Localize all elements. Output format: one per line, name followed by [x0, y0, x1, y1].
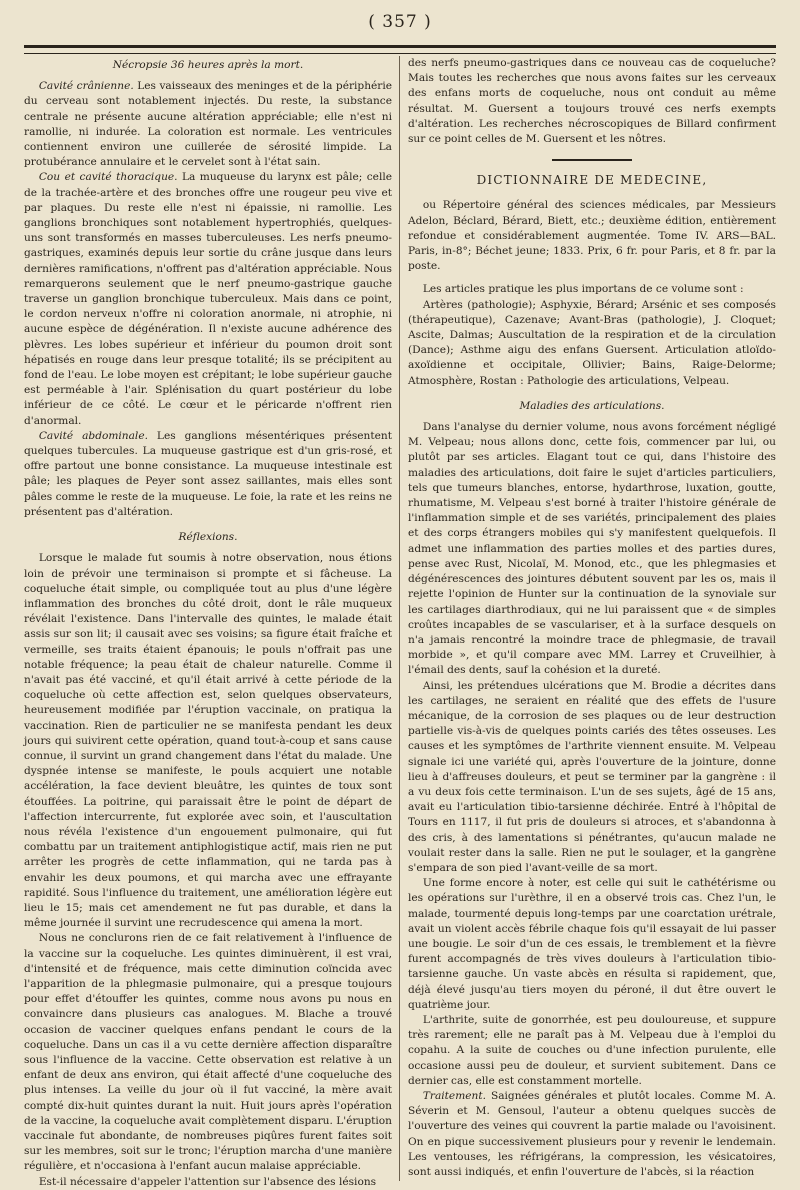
- spacer: [408, 274, 776, 282]
- traitement-paragraph: [408, 1089, 776, 1180]
- maladies-paragraph-2: Ainsi, les prétendues ulcérations que M. Brodie a décrites dans les cartilages, ne seraient en réalité que des effets de l'usure mécanique, de la corrosion de ses plaques ou de leur destruction partielle vis-à-vis de quelques points cariés des têtes osseuses. Les causes et les symptômes de l'arthrite viennent ensuite. M. Velpeau signale ici une variété qui, après l'ouverture de la jointure, donne lieu à d'affreuses douleurs, et peut se terminer par la gangrène : il a vu deux fois cette terminaison. L'un de ses sujets, âgé de 15 ans, avait eu l'articulation tibio-tarsienne déchirée. Entré à l'hôpital de Tours en 1117, il fut pris de douleurs si atroces, et s'abandonna à des cris, à des lamentations si pénétrantes, qu'aucun malade ne voulait rester dans la salle. Rien ne put le soulager, et la gangrène s'empara de son pied l'avant-veille de sa mort.: [408, 679, 776, 874]
- cou-thoracique-label: Cou et cavité thoracique.: [38, 171, 178, 184]
- traitement-label: Traitement.: [422, 1090, 486, 1102]
- maladies-paragraph-1: Dans l'analyse du dernier volume, nous avons forcément négligé M. Velpeau; nous allons donc, cette fois, commencer par lui, ou plutôt par ses articles. Elagant tout ce qui, dans l'histoire des maladies des articulations, doit faire le sujet d'articles particuliers, tels que tumeurs blanches, entorse, hydarthrose, luxation, goutte, rhumatisme, M. Velpeau s'est borné à traiter l'histoire générale de l'inflammation simple et de ses variétés, principalement des plaies et des corps étrangers mobiles qui s'y manifestent quelquefois. Il admet une inflammation des parties molles et des parties dures, pense avec Rust, Nicolaï, M. Monod, etc., que les phlegmasies et dégénérescences des jointures débutent souvent par les os, mais il rejette l'opinion de Hunter sur la continuation de la synoviale sur les cartilages diarthrodiaux, qui ne lui paraissent que « de simples croûtes incapables de se vasculariser, et à la surface desquels on n'a jamais rencontré la moindre trace de phlegmasie, de travail morbide », et qu'il compare avec MM. Larrey et Cruveilhier, à l'émail des dents, sauf la cohésion et la dureté.: [408, 421, 776, 677]
- maladies-heading: Maladies des articulations.: [519, 399, 665, 412]
- reflexions-paragraph-1: Lorsque le malade fut soumis à notre observation, nous étions loin de prévoir une terminaison si prompte et si fâcheuse. La coqueluche était simple, ou compliquée tout au plus d'une légère inflammation des bronches du côté droit, dont le râle muqueux révélait l'existence. Dans l'intervalle des quintes, le malade était assis sur son lit; il causait avec ses voisins; sa figure était fraîche et vermeille, ses traits étaient épanouis; le pouls n'offrait pas une notable fréquence; la peau était de chaleur naturelle. Comme il n'avait pas été vacciné, et qu'il était arrivé à cette période de la coqueluche où cette affection est, selon quelques observateurs, heureusement modifiée par l'éruption vaccinale, on pratiqua la vaccination. Rien de particulier ne se manifesta pendant les deux jours qui suivirent cette opération, quand tout-à-coup et sans cause connue, il survint un grand changement dans l'état du malade. Une dyspnée intense se manifeste, le pouls acquiert une notable accélération, la face devient bleuâtre, les quintes de toux sont étouffées. La poitrine, qui paraissait être le point de départ de l'affection intercurrente, fut explorée avec soin, et l'auscultation nous révéla l'existence d'un engouement pulmonaire, qui fut combattu par un traitement antiphlogistique actif, mais rien ne put arrêter les progrès de cette inflammation, qui ne tarda pas à envahir les deux poumons, et qui marcha avec une effrayante rapidité. Sous l'influence du traitement, une amélioration légère eut lieu le 15; mais cet amendement ne fut pas durable, et dans la même journée il survint une recrudescence qui amena la mort.: [24, 552, 392, 930]
- maladies-paragraph-3: Une forme encore à noter, est celle qui suit le cathétérisme ou les opérations sur l'urèthre, il en a observé trois cas. Chez l'un, le malade, tourmenté depuis long-temps par une coarctation urétrale, avait un violent accès fébrile chaque fois qu'il essayait de lui passer une bougie. Le soir d'un de ces essais, le tremblement et la fièvre furent accompagnés de très vives douleurs à l'articulation tibio-tarsienne gauche. Un vaste abcès en résulta si rapidement, que, déjà élevé jusqu'au tiers moyen du péroné, il dut être ouvert le quatrième jour.: [408, 877, 776, 1011]
- articles-list: Artères (pathologie); Asphyxie, Bérard; Arsénic et ses composés (thérapeutique), Cazenave; Avant-Bras (pathologie), J. Cloquet; Ascite, Dalmas; Auscultation de la respiration et de la circulation (Dance); Asthme aigu des enfans Guersent. Articulation atloïdo-axoïdienne et occipitale, Ollivier; Bains, Raige-Delorme; Atmosphère, Rostan : Pathologie des articulations, Velpeau.: [408, 298, 776, 387]
- cavite-cranienne-paragraph: [24, 79, 392, 170]
- cavite-cranienne-text: Les vaisseaux des meninges et de la périphérie du cerveau sont notablement injectés. Du reste, la substance centrale ne présente aucune altération appréciable; elle n'est ni ramollie, ni indurée. La coloration est normale. Les ventricules contiennent environ une cuillerée de sérosité limpide. La protubérance annulaire et le cervelet sont à l'état sain.: [24, 80, 393, 169]
- top-double-rule: [24, 45, 776, 54]
- left-column: [24, 56, 393, 1188]
- cavite-cranienne-label: Cavité crânienne.: [38, 80, 134, 93]
- dictionnaire-title: DICTIONNAIRE DE MEDECINE,: [476, 173, 708, 188]
- right-column: [408, 56, 776, 1181]
- column-divider: [399, 56, 400, 1181]
- page-number: ( 357 ): [368, 12, 432, 32]
- reflexions-paragraph-2: Nous ne conclurons rien de ce fait relativement à l'influence de la vaccine sur la coqueluche. Les quintes diminuèrent, il est vrai, d'intensité et de fréquence, mais cette diminution coïncida avec l'apparition de la phlegmasie pulmonaire, qui a presque toujours pour effet d'étouffer les quintes, comme nous avons pu nous en convaincre dans plusieurs cas analogues. M. Blache a trouvé occasion de vacciner quelques enfans pendant le cours de la coqueluche. Dans un cas il a vu cette dernière affection disparaître sous l'influence de la vaccine. Cette observation est relative à un enfant de deux ans environ, qui était affecté d'une coqueluche des plus intenses. La veille du jour où il fut vacciné, la mère avait compté dix-huit quintes durant la nuit. Huit jours après l'opération de la vaccine, la coqueluche avait complètement disparu. L'éruption vaccinale fut abondante, de nombreuses piqûres furent faites soit sur les membres, soit sur le tronc; l'éruption marcha d'une manière régulière, et n'occasiona à l'enfant aucun malaise appréciable.: [24, 932, 392, 1173]
- cavite-abdominale-label: Cavité abdominale.: [38, 429, 148, 442]
- spacer: [24, 520, 392, 528]
- traitement-text: Saignées générales et plutôt locales. Comme M. A. Séverin et M. Gensoul, l'auteur a obtenu quelques succès de l'ouverture des veines qui couvrent la partie malade ou l'avoisinent. On en pique successivement plusieurs pour y revenir le lendemain. Les ventouses, les réfrigérans, la compression, les vésicatoires, sont aussi indiqués, et enfin l'ouverture de l'abcès, si la réaction: [408, 1090, 776, 1179]
- section-divider: [552, 159, 632, 161]
- cou-thoracique-text: La muqueuse du larynx est pâle; celle de la trachée-artère et des bronches offre une rougeur peu vive et par plaques. Du reste elle n'est ni épaissie, ni ramollie. Les ganglions bronchiques sont notablement hypertrophiés, quelques-uns sont transformés en masses tuberculeuses. Les nerfs pneumo-gastriques, examinés depuis leur sortie du crâne jusque dans leurs dernières ramifications, n'offrent pas d'altération appréciable. Nous remarquerons seulement que le nerf pneumo-gastrique gauche traverse un ganglion bronchique tuberculeux. Mais dans ce point, le cordon nerveux n'offre ni coloration anormale, ni atrophie, ni aucune espèce de dégénération. Il n'existe aucune adhérence des plèvres. Les lobes supérieur et inférieur du poumon droit sont hépatisés en rouge dans leur presque totalité; ils se précipitent au fond de l'eau. Le lobe moyen est crépitant; le lobe supérieur gauche est perméable à l'air. Splénisation du quart postérieur du lobe inférieur de ce côté. Le cœur et le péricarde n'offrent rien d'anormal.: [24, 171, 392, 427]
- necropsie-heading: Nécropsie 36 heures après la mort.: [112, 59, 304, 71]
- articles-intro: Les articles pratique les plus importans de ce volume sont :: [422, 283, 744, 296]
- reflexions-paragraph-3: Est-il nécessaire d'appeler l'attention sur l'absence des lésions: [38, 1175, 377, 1188]
- cavite-abdominale-paragraph: [24, 429, 392, 520]
- cou-thoracique-paragraph: [24, 170, 392, 428]
- continuation-paragraph: des nerfs pneumo-gastriques dans ce nouveau cas de coqueluche? Mais toutes les recherches que nous avons faites sur les cerveaux des enfans morts de coqueluche, nous ont conduit au même résultat. M. Guersent a toujours trouvé ces nerfs exempts d'altération. Les recherches nécroscopiques de Billard confirment sur ce point celles de M. Guersent et les nôtres.: [408, 57, 776, 146]
- maladies-paragraph-4: L'arthrite, suite de gonorrhée, est peu douloureuse, et suppure très rarement; elle ne paraît pas à M. Velpeau due à l'emploi du copahu. A la suite de couches ou d'une infection purulente, elle occasione aussi peu de douleur, et survient subitement. Dans ce dernier cas, elle est constamment mortelle.: [408, 1013, 776, 1087]
- dictionnaire-description: ou Répertoire général des sciences médicales, par Messieurs Adelon, Béclard, Bérard, Biett, etc.; deuxième édition, entièrement refondue et considérablement augmentée. Tome IV. ARS—BAL. Paris, in-8°; Béchet jeune; 1833. Prix, 6 fr. pour Paris, et 8 fr. par la poste.: [408, 199, 776, 273]
- spacer: [408, 389, 776, 397]
- reflexions-heading: Réflexions.: [178, 531, 238, 544]
- cavite-abdominale-text: Les ganglions mésentériques présentent quelques tubercules. La muqueuse gastrique est d'un gris-rosé, et offre partout une bonne consistance. La muqueuse intestinale est pâle; les plaques de Peyer sont assez saillantes, mais elles sont pâles comme le reste de la muqueuse. Le foie, la rate et les reins ne présentent pas d'altération.: [24, 429, 392, 518]
